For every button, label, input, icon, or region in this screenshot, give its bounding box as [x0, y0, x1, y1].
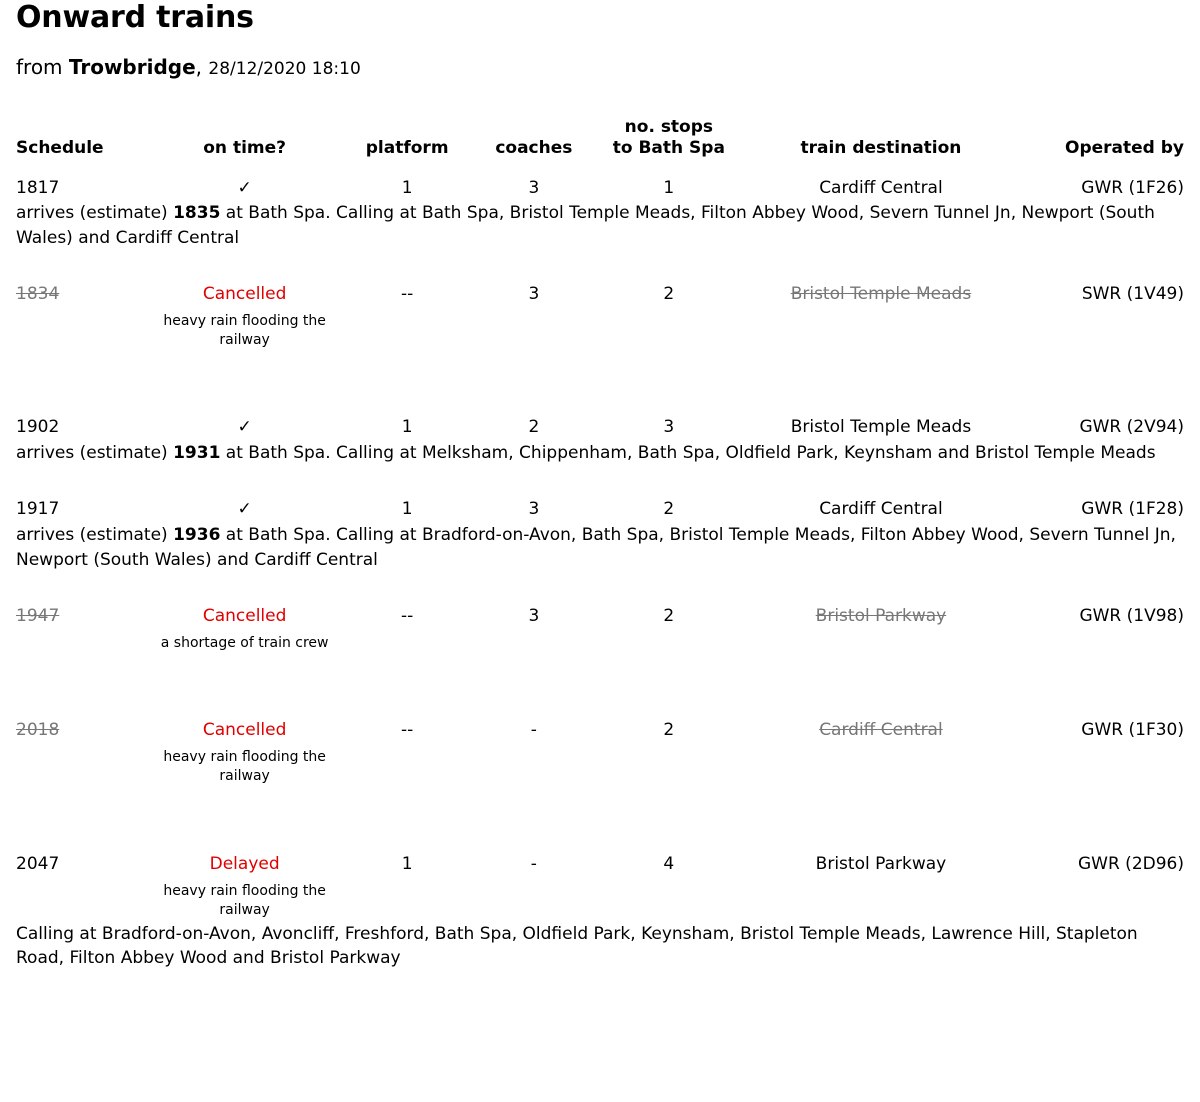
- cell-platform: --: [401, 283, 414, 304]
- cell-destination: Cardiff Central: [819, 499, 943, 520]
- detail-suffix: at Bath Spa. Calling at Melksham, Chippenham, Bath Spa, Oldfield Park, Keynsham and Bristol Temple Meads: [220, 443, 1156, 464]
- column-header-destination: train destination: [800, 138, 962, 159]
- row-spacer: [16, 572, 1184, 594]
- page-title: Onward trains: [16, 0, 254, 35]
- cell-coaches: 2: [528, 417, 540, 438]
- subtitle-comma: ,: [195, 55, 203, 79]
- column-header-platform: platform: [365, 138, 449, 159]
- table-row: [16, 272, 1184, 350]
- cell-operator: GWR (1F30): [1081, 720, 1184, 741]
- column-header-stops-line1: no. stops: [624, 117, 714, 137]
- cell-schedule: 1834: [16, 283, 60, 304]
- query-datetime: 28/12/2020 18:10: [208, 59, 361, 79]
- row-spacer: [16, 349, 1184, 405]
- detail-prefix: arrives (estimate): [16, 525, 174, 546]
- cell-stops: 2: [663, 720, 675, 741]
- cell-calling-points: Calling at Bradford-on-Avon, Avoncliff, Freshford, Bath Spa, Oldfield Park, Keynsham, Bristol Temple Meads, Lawrence Hill, Stapleton Road, Filton Abbey Wood and Bristol Parkway: [16, 923, 1138, 969]
- cell-destination: Bristol Temple Meads: [790, 417, 972, 438]
- cell-schedule: 1917: [16, 499, 60, 520]
- column-header-stops: [594, 117, 743, 166]
- cell-stops: 3: [663, 417, 675, 438]
- status-ontime-icon: ✓: [237, 417, 252, 438]
- cell-operator: SWR (1V49): [1081, 283, 1184, 304]
- column-header-operator: Operated by: [1065, 138, 1184, 159]
- column-header-stops-line2: to Bath Spa: [612, 138, 725, 159]
- subtitle-from-label: from: [16, 55, 63, 79]
- cell-stops: 2: [663, 605, 675, 626]
- table-row: [16, 166, 1184, 200]
- cell-schedule: 2047: [16, 854, 60, 875]
- column-header-coaches: coaches: [495, 138, 573, 159]
- cell-destination: Bristol Parkway: [815, 854, 947, 875]
- detail-prefix: arrives (estimate): [16, 443, 174, 464]
- detail-suffix: at Bath Spa. Calling at Bradford-on-Avon, Bath Spa, Bristol Temple Meads, Filton Abbey Wood, Severn Tunnel Jn, Newport (South Wales) and Cardiff Central: [16, 525, 1176, 570]
- cancellation-reason: a shortage of train crew: [160, 634, 329, 651]
- cell-operator: GWR (1V98): [1079, 605, 1184, 626]
- cell-destination: Bristol Temple Meads: [790, 283, 972, 304]
- cell-stops: 2: [663, 283, 675, 304]
- cell-calling-points: [16, 521, 1184, 571]
- onward-trains-table: [16, 117, 1184, 970]
- status-badge: Cancelled: [202, 605, 287, 626]
- column-header-ontime: on time?: [203, 138, 287, 159]
- cell-coaches: -: [530, 720, 537, 741]
- cancellation-reason: heavy rain flooding the railway: [163, 749, 326, 785]
- status-ontime-icon: ✓: [237, 499, 252, 520]
- cell-platform: 1: [401, 177, 413, 198]
- cell-stops: 1: [663, 177, 675, 198]
- table-row-detail: [16, 439, 1184, 465]
- cell-platform: 1: [401, 417, 413, 438]
- cell-stops: 4: [663, 854, 675, 875]
- row-spacer: [16, 652, 1184, 708]
- cell-platform: --: [401, 720, 414, 741]
- page-subtitle: [16, 55, 1184, 79]
- table-row-detail: [16, 920, 1184, 970]
- row-spacer: [16, 250, 1184, 272]
- status-badge: Cancelled: [202, 283, 287, 304]
- delay-reason: heavy rain flooding the railway: [163, 883, 326, 919]
- row-spacer: [16, 786, 1184, 842]
- cell-coaches: 3: [528, 499, 540, 520]
- row-spacer: [16, 465, 1184, 487]
- table-row: [16, 405, 1184, 439]
- origin-station: Trowbridge: [68, 55, 196, 79]
- cell-schedule: 2018: [16, 720, 60, 741]
- cell-operator: GWR (1F28): [1081, 499, 1184, 520]
- status-badge: Delayed: [209, 854, 280, 875]
- table-row: [16, 487, 1184, 521]
- table-row-detail: [16, 521, 1184, 571]
- cell-destination: Bristol Parkway: [815, 605, 947, 626]
- table-row: [16, 594, 1184, 653]
- cell-destination: Cardiff Central: [819, 720, 943, 741]
- table-row: [16, 842, 1184, 920]
- cell-calling-points: [16, 199, 1184, 249]
- cancellation-reason: heavy rain flooding the railway: [163, 312, 326, 348]
- cell-schedule: 1902: [16, 417, 60, 438]
- cell-platform: --: [401, 605, 414, 626]
- cell-operator: GWR (1F26): [1081, 177, 1184, 198]
- status-ontime-icon: ✓: [237, 177, 252, 198]
- detail-prefix: arrives (estimate): [16, 203, 174, 224]
- cell-operator: GWR (2V94): [1079, 417, 1184, 438]
- cell-coaches: 3: [528, 177, 540, 198]
- cell-stops: 2: [663, 499, 675, 520]
- cell-coaches: 3: [528, 283, 540, 304]
- cell-destination: Cardiff Central: [819, 177, 943, 198]
- cell-calling-points: [16, 439, 1184, 465]
- detail-arrival-time: 1931: [173, 443, 221, 464]
- cell-platform: 1: [401, 854, 413, 875]
- table-row-detail: [16, 199, 1184, 249]
- detail-arrival-time: 1936: [173, 525, 221, 546]
- cell-platform: 1: [401, 499, 413, 520]
- detail-suffix: at Bath Spa. Calling at Bath Spa, Bristol Temple Meads, Filton Abbey Wood, Severn Tunnel Jn, Newport (South Wales) and Cardiff Central: [16, 203, 1155, 248]
- cell-schedule: 1817: [16, 177, 60, 198]
- table-row: [16, 708, 1184, 786]
- cell-schedule: 1947: [16, 605, 60, 626]
- status-badge: Cancelled: [202, 720, 287, 741]
- cell-coaches: -: [530, 854, 537, 875]
- cell-operator: GWR (2D96): [1077, 854, 1184, 875]
- column-header-schedule: Schedule: [16, 138, 104, 159]
- detail-arrival-time: 1835: [173, 203, 221, 224]
- cell-coaches: 3: [528, 605, 540, 626]
- table-header-row: [16, 117, 1184, 166]
